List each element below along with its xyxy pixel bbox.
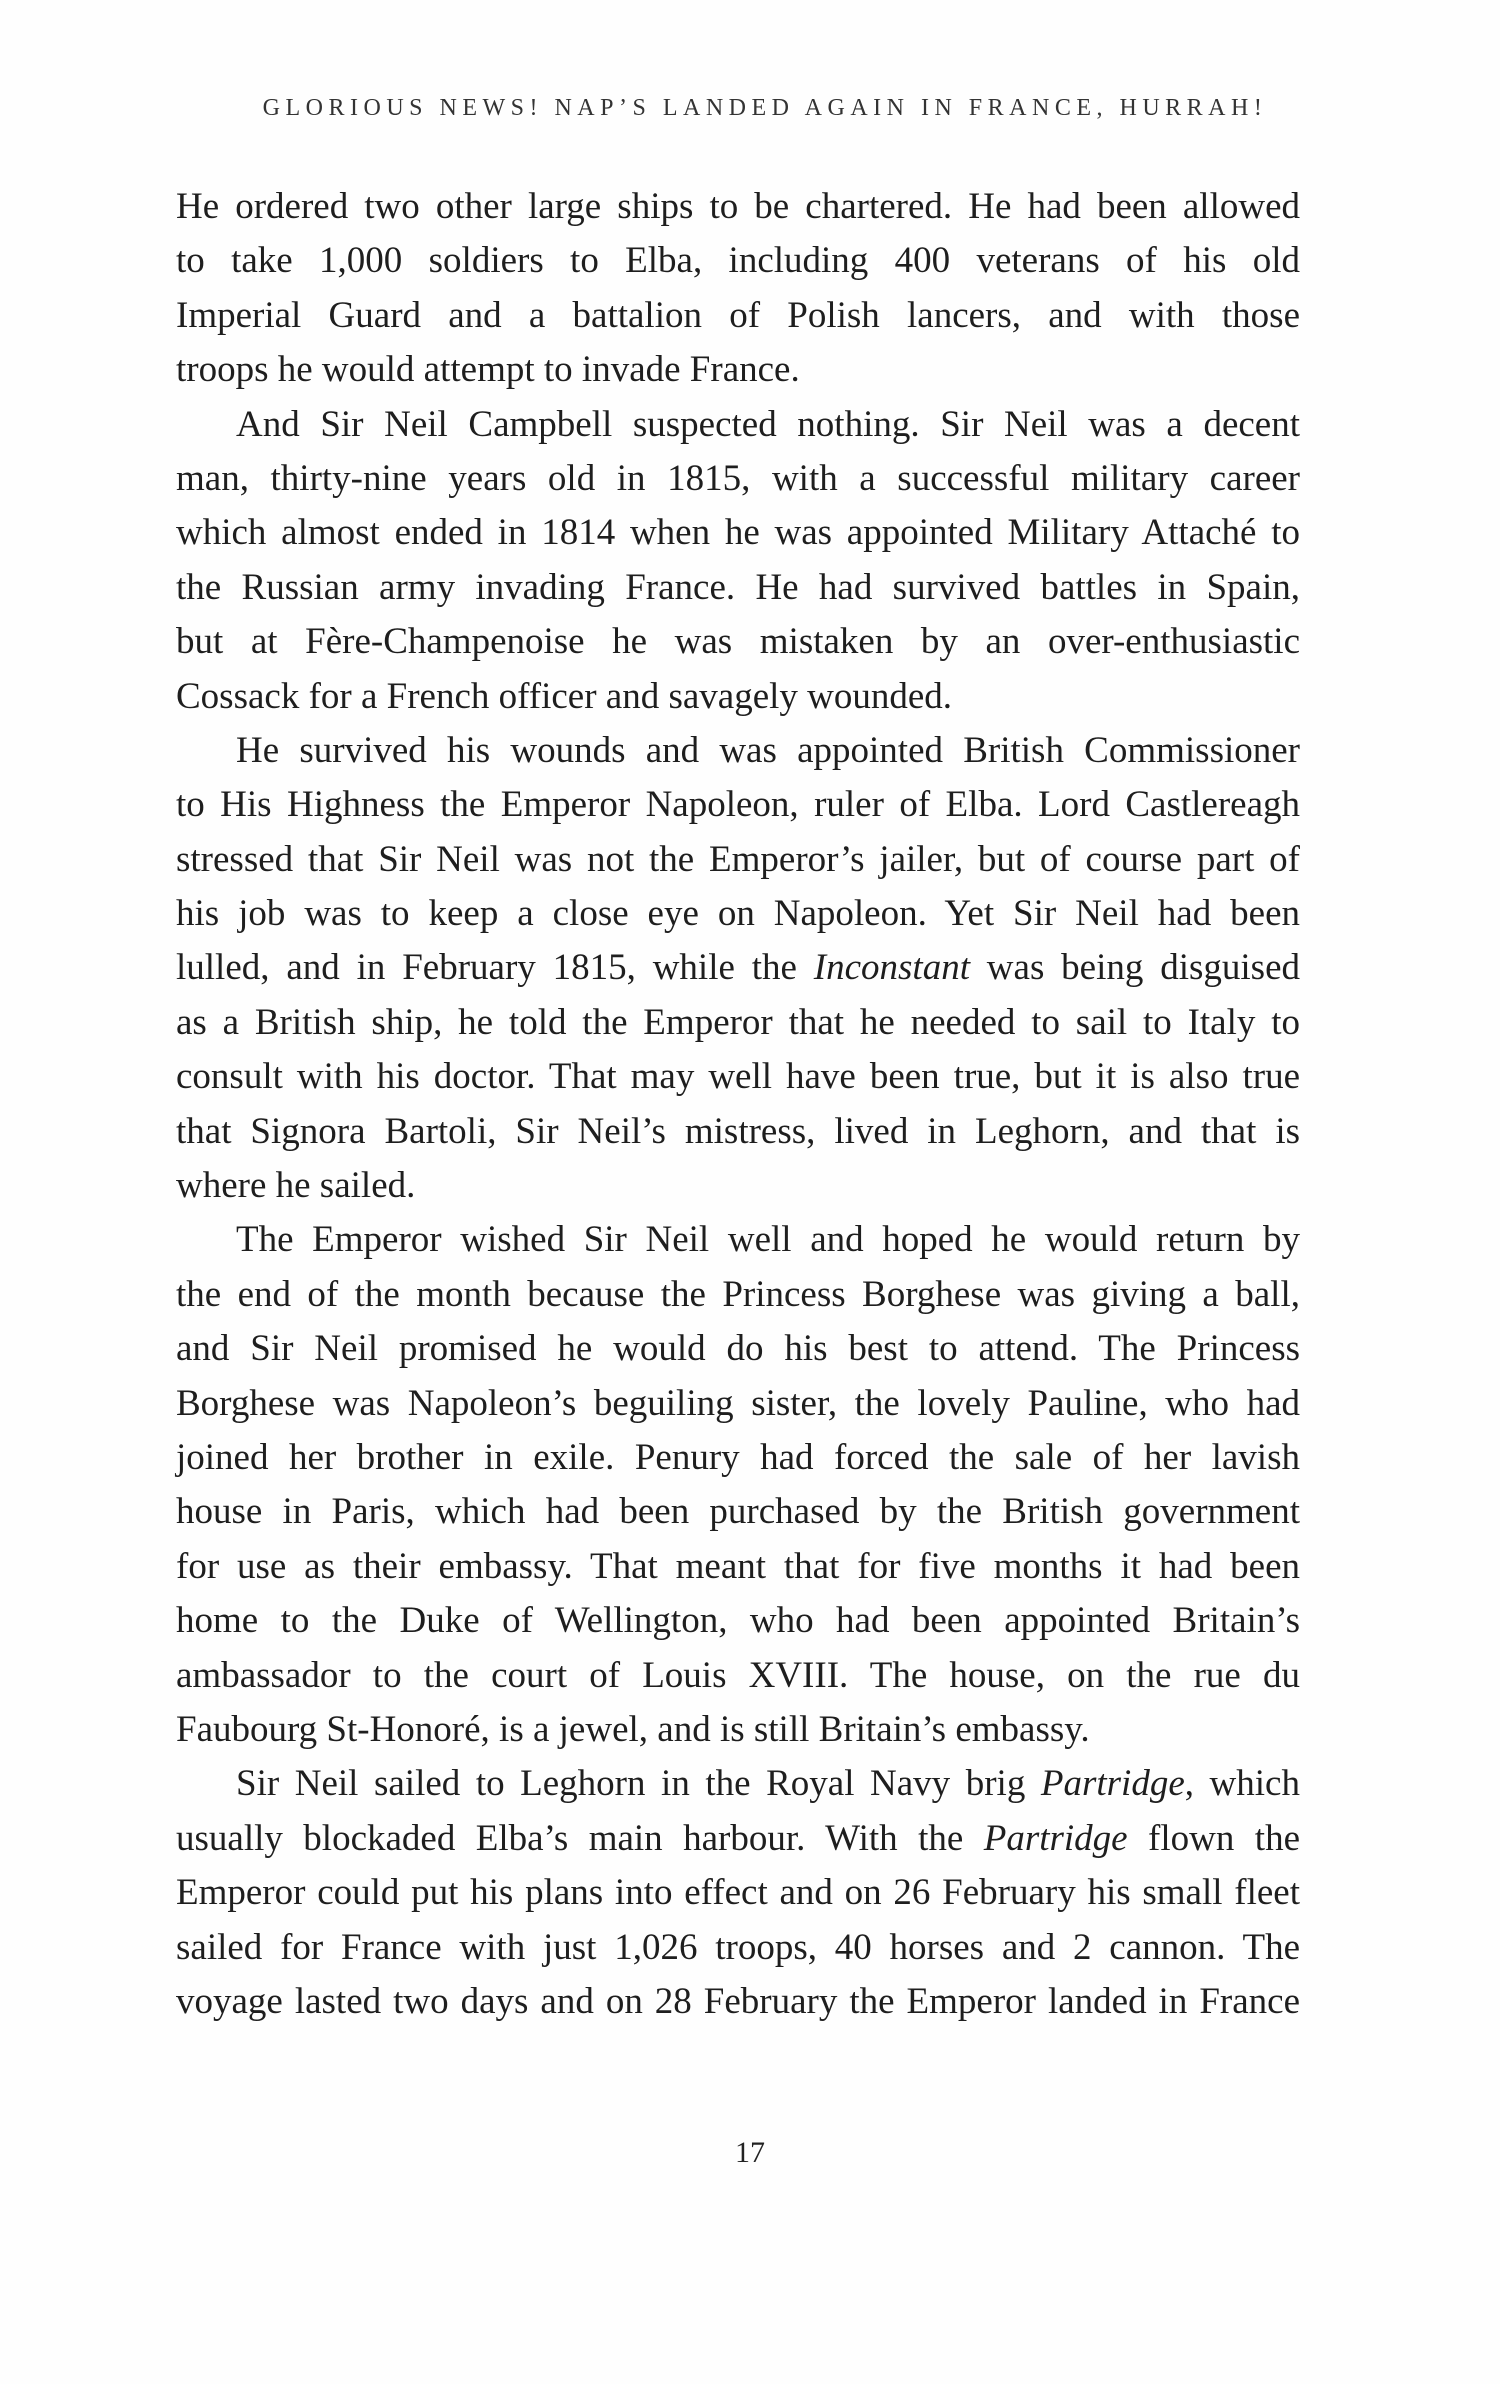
text-line: consult with his doctor. That may well have been true, but it is also true — [176, 1056, 1300, 1098]
page-number: 17 — [735, 2136, 765, 2169]
text-line: to His Highness the Emperor Napoleon, ruler of Elba. Lord Castlereagh — [176, 784, 1300, 826]
text-span: flown the — [1127, 1817, 1300, 1859]
text-span: , which — [1184, 1763, 1300, 1805]
text-line — [176, 941, 1300, 995]
text-span: lulled, and in February 1815, while the — [176, 947, 814, 989]
text-span: was being disguised — [969, 947, 1300, 989]
text-line: the end of the month because the Princess Borghese was giving a ball, — [176, 1273, 1300, 1315]
text-line: which almost ended in 1814 when he was appointed Military Attaché to — [176, 512, 1300, 554]
italic-ship-name: Inconstant — [813, 947, 970, 989]
text-line: and Sir Neil promised he would do his best to attend. The Princess — [176, 1328, 1300, 1370]
text-line: for use as their embassy. That meant that for five months it had been — [176, 1545, 1300, 1587]
text-span: Sir Neil sailed to Leghorn in the Royal Navy brig — [236, 1763, 1041, 1805]
text-line: home to the Duke of Wellington, who had been appointed Britain’s — [176, 1600, 1300, 1642]
text-line: sailed for France with just 1,026 troops, 40 horses and 2 cannon. The — [176, 1926, 1300, 1968]
body-text — [176, 180, 1300, 2029]
text-line: stressed that Sir Neil was not the Emperor’s jailer, but of course part of — [176, 838, 1300, 880]
text-line — [176, 1812, 1300, 1866]
text-line: And Sir Neil Campbell suspected nothing. Sir Neil was a decent — [236, 403, 1300, 445]
text-line: as a British ship, he told the Emperor that he needed to sail to Italy to — [176, 1001, 1300, 1043]
italic-ship-name: Partridge — [983, 1817, 1128, 1859]
text-line: troops he would attempt to invade France. — [176, 349, 800, 391]
running-head: GLORIOUS NEWS! NAP’S LANDED AGAIN IN FRANCE, HURRAH! — [262, 95, 1268, 121]
text-line: He ordered two other large ships to be chartered. He had been allowed — [176, 186, 1300, 227]
text-line: Emperor could put his plans into effect and on 26 February his small fleet — [176, 1872, 1300, 1914]
text-line: joined her brother in exile. Penury had forced the sale of her lavish — [176, 1436, 1300, 1478]
text-line: man, thirty-nine years old in 1815, with a successful military career — [176, 457, 1300, 499]
text-span: usually blockaded Elba’s main harbour. With the — [176, 1817, 984, 1859]
text-line: that Signora Bartoli, Sir Neil’s mistress, lived in Leghorn, and that is — [176, 1110, 1300, 1152]
text-line: Cossack for a French officer and savagely wounded. — [176, 675, 953, 717]
italic-ship-name: Partridge — [1040, 1763, 1185, 1805]
text-line: Borghese was Napoleon’s beguiling sister, the lovely Pauline, who had — [176, 1382, 1300, 1424]
text-line: to take 1,000 soldiers to Elba, including 400 veterans of his old — [176, 240, 1300, 282]
text-line: The Emperor wished Sir Neil well and hoped he would return by — [236, 1219, 1300, 1261]
text-line: where he sailed. — [176, 1165, 416, 1207]
text-line: Imperial Guard and a battalion of Polish lancers, and with those — [176, 294, 1300, 336]
text-line: He survived his wounds and was appointed British Commissioner — [236, 729, 1300, 771]
text-line: Faubourg St-Honoré, is a jewel, and is still Britain’s embassy. — [176, 1708, 1090, 1750]
text-line — [176, 1757, 1300, 1811]
text-line: voyage lasted two days and on 28 February the Emperor landed in France — [176, 1980, 1300, 2022]
text-line: house in Paris, which had been purchased by the British government — [176, 1491, 1300, 1533]
text-line: ambassador to the court of Louis XVIII. The house, on the rue du — [176, 1654, 1300, 1696]
text-line: the Russian army invading France. He had survived battles in Spain, — [176, 566, 1300, 608]
text-line: but at Fère-Champenoise he was mistaken by an over-enthusiastic — [176, 621, 1300, 663]
text-line: his job was to keep a close eye on Napoleon. Yet Sir Neil had been — [176, 893, 1300, 935]
